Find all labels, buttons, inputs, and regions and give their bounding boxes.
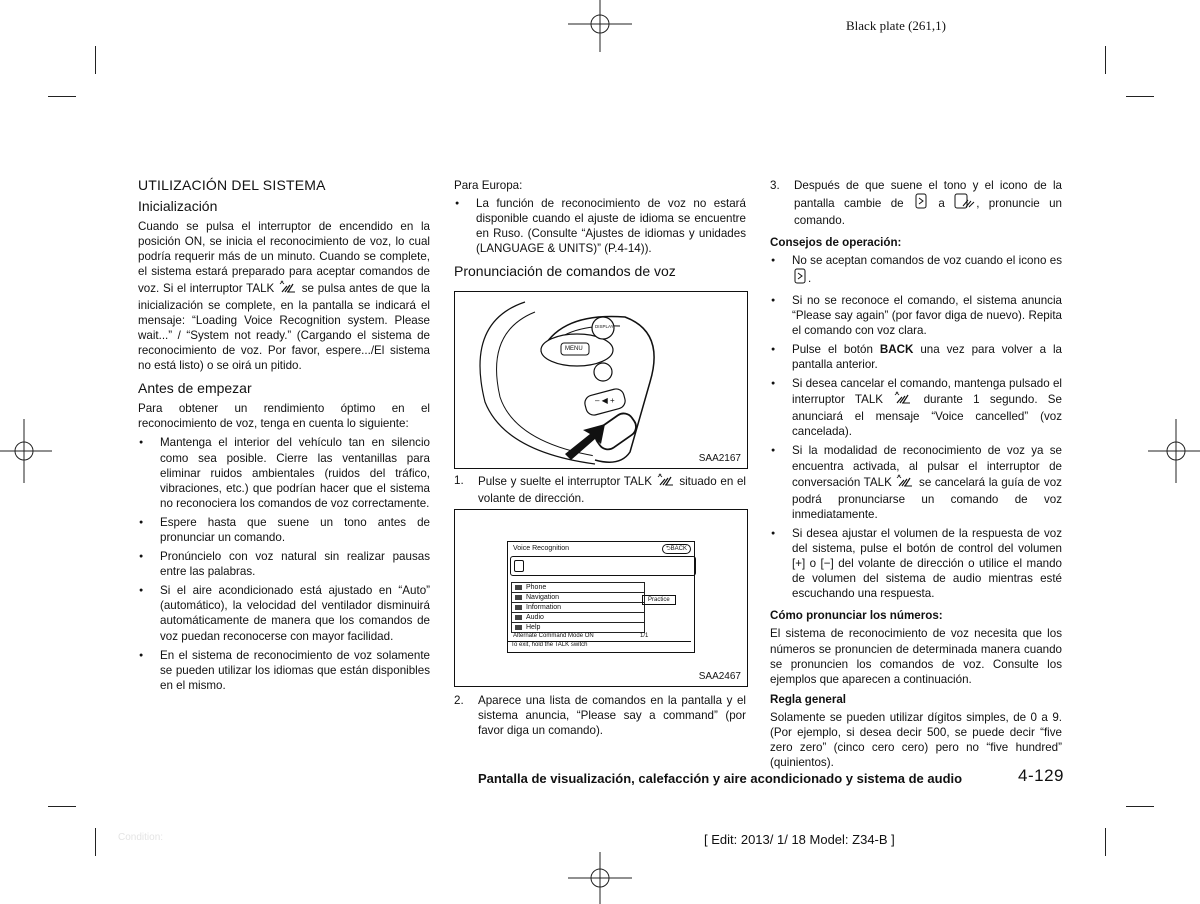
command-item-information[interactable]: Information — [511, 602, 645, 613]
paragraph: Para obtener un rendimiento óptimo en el reconocimiento de voz, tenga en cuenta lo siguiente: — [138, 402, 430, 431]
list-item: ● Mantenga el interior del vehículo tan en silencio como sea posible. Cierre las ventanillas para eliminar ruidos ambientales (ruidos del tráfico, vibraciones, etc.) que podrían hacer que el sistema no reconociera los comandos de voz correctamente. — [138, 435, 430, 510]
steering-wheel-figure — [454, 291, 748, 469]
heading-before-start: Antes de empezar — [138, 380, 252, 397]
practice-button[interactable]: Practice — [642, 595, 676, 605]
crop-mark — [95, 828, 96, 856]
list-item: ● Pulse el botón BACK una vez para volver a la pantalla anterior. — [770, 342, 1062, 372]
rule-heading: Regla general — [770, 692, 847, 706]
tips-heading: Consejos de operación: — [770, 236, 902, 250]
footer-section-title: Pantalla de visualización, calefacción y aire acondicionado y sistema de audio — [478, 771, 963, 786]
page-indicator: 1/1 — [640, 633, 649, 639]
list-item: ● Si desea cancelar el comando, mantenga pulsado el interruptor TALK durante 1 segundo. Se anunciará el mensaje “Voice cancelled” (voz cancelada). — [770, 376, 1062, 439]
page-number: 4-129 — [1018, 766, 1064, 785]
voice-recognition-figure — [454, 509, 748, 687]
condition-label: Condition: — [118, 832, 164, 843]
list-item: ● En el sistema de reconocimiento de voz solamente se pueden utilizar los idiomas que están disponibles en el mismo. — [138, 648, 430, 693]
list-item: ● Si la modalidad de reconocimiento de voz ya se encuentra activada, al pulsar el interruptor de conversación TALK se cancelará la guía de voz podrá pronunciarse un comando de voz inmediatamente. — [770, 443, 1062, 521]
command-item-phone[interactable]: Phone — [511, 582, 645, 593]
alternate-mode-text: Alternate Command Mode ON — [513, 633, 594, 639]
plate-label: Black plate (261,1) — [846, 18, 946, 33]
list-item: ● Si no se reconoce el comando, el sistema anuncia “Please say again” (por favor diga de nuevo). Repita el comando con voz clara. — [770, 293, 1062, 338]
talk-switch-icon — [656, 473, 676, 491]
voice-recognition-screen — [507, 541, 695, 653]
paragraph: Solamente se pueden utilizar dígitos simples, de 0 a 9. (Por ejemplo, si desea decir 500, se puede decir “five zero zero” (cinco cero cero) pero no “five hundred” (quinientos). — [770, 710, 1062, 770]
crop-mark — [1105, 828, 1106, 856]
column-3: 3. Después de que suene el tono y el icono de la pantalla cambie de a , pronuncie un comando. Consejos de operación: ● No se aceptan comandos de voz cuando el icono es . ● Si no se reconoce el comando, el sistema anuncia “Please say again” (por favor diga de nuevo). Repita el comando con voz clara. ● Pulse el botón BACK una vez para volver a la pantalla anterior. ● Si desea cancelar el comando, mantenga pulsado el interruptor TALK durante 1 segundo. Se anunciará el mensaje “Voice cancelled” (voz cancelada). ● Si la modalidad de reconocimiento de voz ya se encuentra activada, al pulsar el interruptor de conversación TALK se cancelará la guía de voz podrá pronunciarse un comando de voz inmediatamente. ● Si desea ajustar el volumen de la respuesta de voz del sistema, pulse el botón de control del volumen [+] o [−] del volante de dirección o utilice el mando de volumen del sistema de audio mientras esté escuchando una respuesta. Cómo pronunciar los números: El sistema de reconocimiento de voz necesita que los números se pronuncien de determinada manera cuando se pronuncien los comandos de voz. Consulte los ejemplos que aparecen a continuación. Regla general Solamente se pueden utilizar dígitos simples, de 0 a 9. (Por ejemplo, si desea decir 500, se puede decir “five zero zero” (cinco cero cero) pero no “five hundred” (quinientos). — [770, 178, 1062, 770]
column-1 — [138, 178, 430, 697]
edit-info: [ Edit: 2013/ 1/ 18 Model: Z34-B ] — [704, 832, 895, 847]
listening-icon — [514, 560, 524, 572]
talk-switch-icon — [278, 280, 298, 298]
step-number: 3. — [770, 179, 780, 192]
back-arrow-icon: ⮌ — [665, 546, 671, 552]
registration-mark — [568, 0, 632, 64]
paragraph: El sistema de reconocimiento de voz necesita que los números se pronuncien de determinada manera cuando se pronuncien los comandos de voz. Consulte los ejemplos que aparecen a continuación. — [770, 627, 1062, 686]
list-item: ● Si el aire acondicionado está ajustado en “Auto” (automático), la velocidad del ventilador disminuirá automáticamente de manera que los comandos de voz puedan reconocerse con mayor facilidad. — [138, 583, 430, 643]
step-1: 1. Pulse y suelte el interruptor TALK situado en el volante de dirección. — [454, 474, 746, 506]
crop-mark — [48, 806, 76, 807]
screen-title: Voice Recognition — [513, 545, 570, 552]
step-2: 2. Aparece una lista de comandos en la pantalla y el sistema anuncia, “Please say a command” (por favor diga un comando). — [454, 694, 746, 738]
crop-mark — [1105, 46, 1106, 74]
list-item: ● No se aceptan comandos de voz cuando el icono es . — [770, 253, 1062, 288]
paragraph: Cuando se pulsa el interruptor de encendido en la posición ON, se inicia el reconocimiento de voz, lo cual podría requerir más de un minuto. Cuando se complete, el sistema estará preparado para aceptar comandos de voz. Si el interruptor TALK se pulsa antes de que la inicialización se complete, en la pantalla se indicará el mensaje: “Loading Voice Recognition system. Please wait...” / “System not ready.” (Cargando el sistema de reconocimiento de voz. Por favor, espere.../El sistema no está listo) o se oirá un pitido. — [138, 220, 430, 373]
column-2 — [454, 178, 746, 285]
display-button-label: DISPLAY — [595, 324, 614, 329]
listening-icon — [913, 193, 929, 213]
talk-switch-icon — [895, 474, 915, 492]
command-item-audio[interactable]: Audio — [511, 612, 645, 623]
crop-mark — [1126, 96, 1154, 97]
command-item-navigation[interactable]: Navigation — [511, 592, 645, 603]
steering-wheel-illustration — [455, 292, 747, 468]
crop-mark — [95, 46, 96, 74]
figure-caption: SAA2467 — [698, 671, 741, 682]
numbers-heading: Cómo pronunciar los números: — [770, 609, 943, 623]
step-number: 1. — [454, 474, 464, 487]
registration-mark — [1136, 419, 1200, 483]
heading-initialization: Inicialización — [138, 198, 218, 215]
listening-field — [510, 556, 696, 576]
back-button-label: BACK — [879, 342, 914, 356]
section-title: UTILIZACIÓN DEL SISTEMA — [138, 177, 326, 193]
list-item: ● Pronúncielo con voz natural sin realizar pausas entre las palabras. — [138, 549, 430, 579]
back-button[interactable]: ⮌BACK — [662, 544, 691, 554]
talk-switch-icon — [893, 391, 913, 409]
list-item: ● La función de reconocimiento de voz no estará disponible cuando el ajuste de idioma se encuentre en Ruso. (Consulte “Ajustes de idiomas y unidades (LANGUAGE & UNITS)” (P.4-14)). — [454, 196, 746, 256]
registration-mark — [568, 840, 632, 904]
crop-mark — [1126, 806, 1154, 807]
menu-button-label: MENU — [565, 346, 583, 352]
speak-icon — [954, 193, 976, 213]
command-item-help[interactable]: Help — [511, 622, 645, 633]
figure-caption: SAA2167 — [698, 453, 741, 464]
registration-mark — [0, 419, 64, 483]
heading-pronunciation: Pronunciación de comandos de voz — [454, 263, 676, 280]
europe-label: Para Europa: — [454, 179, 523, 192]
volume-button-label: – ◀ + — [595, 396, 615, 405]
list-item: ● Espere hasta que suene un tono antes de pronunciar un comando. — [138, 515, 430, 545]
exit-hint: To exit, hold the TALK switch — [508, 641, 691, 648]
list-item: ● Si desea ajustar el volumen de la respuesta de voz del sistema, pulse el botón de control del volumen [+] o [−] del volante de dirección o utilice el mando de volumen del sistema de audio mientras esté escuchando una respuesta. — [770, 526, 1062, 601]
step-number: 2. — [454, 694, 464, 707]
crop-mark — [48, 96, 76, 97]
listening-icon — [792, 268, 808, 288]
